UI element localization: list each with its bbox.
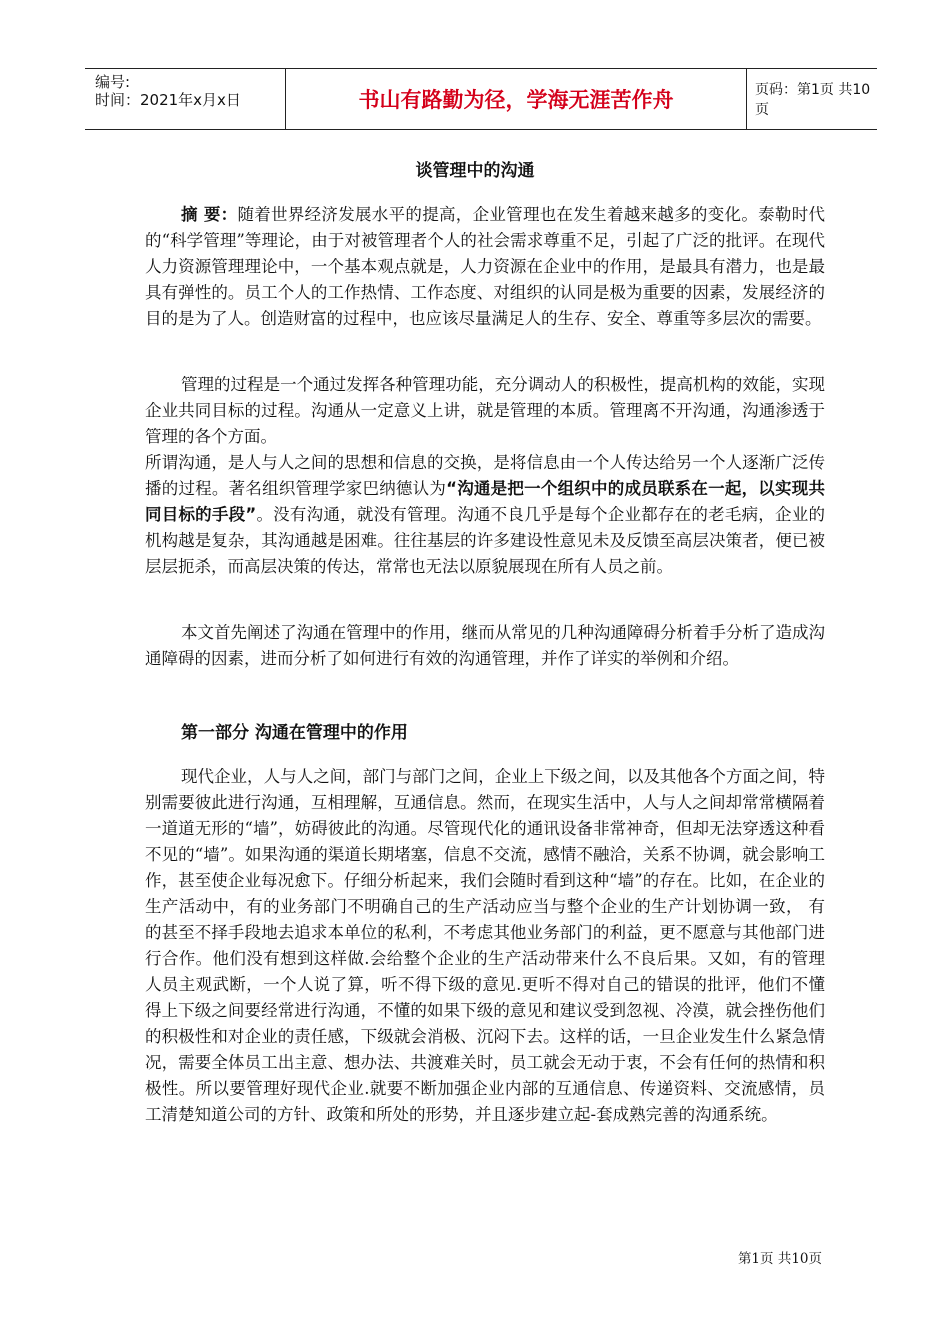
section-1-heading: 第一部分 沟通在管理中的作用: [181, 723, 408, 743]
paragraph-2-before: 所谓沟通，是人与人之间的思想和信息的交换，是将信息由一个人传达给另一个人逐渐广泛传播的过程。著名组织管理学家巴纳德认为: [145, 453, 825, 498]
paragraph-1: 管理的过程是一个通过发挥各种管理功能，充分调动人的积极性，提高机构的效能，实现企业共同目标的过程。沟通从一定意义上讲，就是管理的本质。管理离不开沟通，沟通渗透于管理的各个方面。: [145, 375, 825, 446]
paragraph-3: 本文首先阐述了沟通在管理中的作用，继而从常见的几种沟通障碍分析着手分析了造成沟通障碍的因素，进而分析了如何进行有效的沟通管理，并作了详实的举例和介绍。: [145, 623, 825, 668]
barnard-quote: “沟通是把一个组织中的成员联系在一起，以实现共同目标的手段”: [145, 479, 825, 524]
document-title: 谈管理中的沟通: [415, 161, 535, 181]
paragraph-2: [145, 450, 825, 580]
number-label: 编号:: [95, 73, 131, 91]
header-motto: 书山有路勤为径，学海无涯苦作舟: [285, 69, 747, 129]
abstract-paragraph: [145, 202, 825, 332]
paragraph-2-after: 。没有沟通，就没有管理。沟通不良几乎是每个企业都存在的老毛病，企业的机构越是复杂，其沟通越是困难。往往基层的许多建设性意见未及反馈至高层决策者，便已被层层扼杀，而高层决策的传达，常常也无法以原貌展现在所有人员之前。: [145, 505, 825, 576]
abstract-text: 随着世界经济发展水平的提高，企业管理也在发生着越来越多的变化。泰勒时代的“科学管理”等理论，由于对被管理者个人的社会需求尊重不足，引起了广泛的批评。在现代人力资源管理理论中，一个基本观点就是，人力资源在企业中的作用，是最具有潜力，也是最具有弹性的。员工个人的工作热情、工作态度、对组织的认同是极为重要的因素，发展经济的目的是为了人。创造财富的过程中，也应该尽量满足人的生存、安全、尊重等多层次的需要。: [145, 205, 826, 328]
header-meta: [85, 69, 285, 129]
paragraph-4: 现代企业，人与人之间，部门与部门之间，企业上下级之间，以及其他各个方面之间，特别需要彼此进行沟通，互相理解，互通信息。然而，在现实生活中，人与人之间却常常横隔着一道道无形的“墙”，妨碍彼此的沟通。尽管现代化的通讯设备非常神奇，但却无法穿透这种看不见的“墙”。如果沟通的渠道长期堵塞，信息不交流，感情不融洽，关系不协调，就会影响工作，甚至使企业每况愈下。仔细分析起来，我们会随时看到这种“墙”的存在。比如，在企业的生产活动中，有的业务部门不明确自己的生产活动应当与整个企业的生产计划协调一致， 有的甚至不择手段地去追求本单位的私利，不考虑其他业务部门的利益，更不愿意与其他部门进行合作。他们没有想到这样做.会给整个企业的生产活动带来什么不良后果。又如，有的管理人员主观武断，一个人说了算，听不得下级的意见.更听不得对自己的错误的批评，他们不懂得上下级之间要经常进行沟通，不懂的如果下级的意见和建议受到忽视、冷漠，就会挫伤他们的积极性和对企业的责任感，下级就会消极、沉闷下去。这样的话，一旦企业发生什么紧急情况，需要全体员工出主意、想办法、共渡难关时，员工就会无动于衷，不会有任何的热情和积极性。所以要管理好现代企业.就要不断加强企业内部的互通信息、传递资料、交流感情，员工清楚知道公司的方针、政策和所处的形势，并且逐步建立起-套成熟完善的沟通系统。: [145, 767, 825, 1124]
abstract-label: 摘 要：: [181, 205, 238, 224]
header-table: [85, 68, 877, 130]
time-label: 时间：2021年x月x日: [95, 91, 241, 109]
header-page-info: 页码：第1页 共10页: [755, 82, 871, 118]
page-footer: 第1页 共10页: [737, 1251, 822, 1267]
